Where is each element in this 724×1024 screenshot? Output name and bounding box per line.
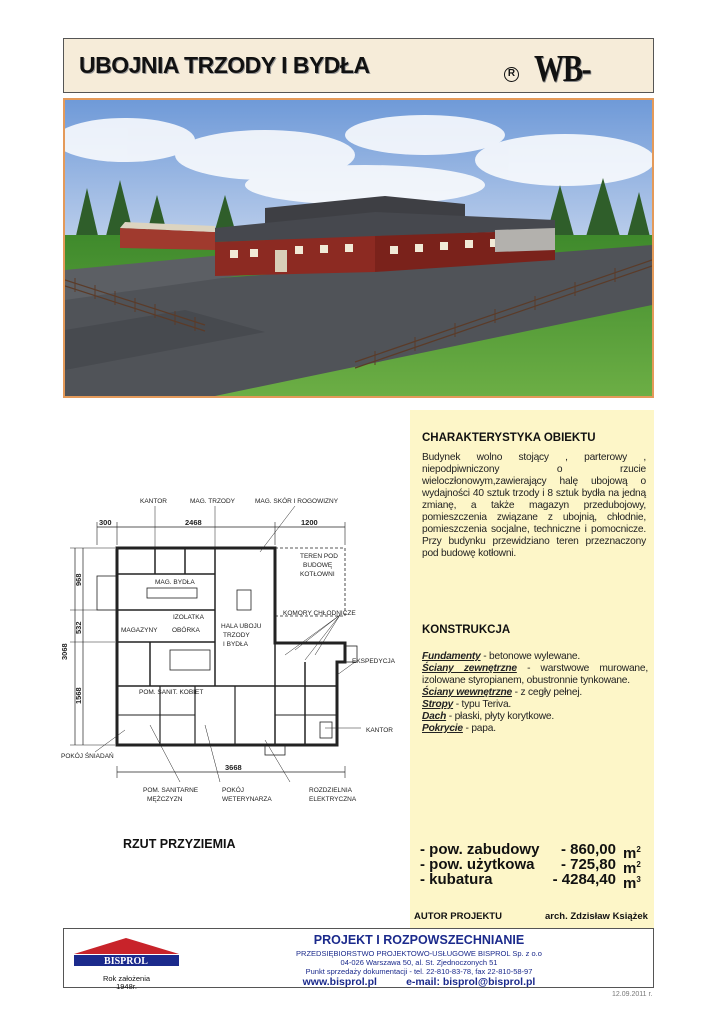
company-name: PRZEDSIĘBIORSTWO PROJEKTOWO-USŁUGOWE BISPROL Sp. z o.o xyxy=(296,949,542,958)
title-banner xyxy=(63,38,654,93)
building-visualization xyxy=(63,98,654,398)
label-ekspedycja: EKSPEDYCJA xyxy=(352,658,395,665)
label-teren-2: BUDOWĘ xyxy=(303,562,333,569)
label-teren-1: TEREN POD xyxy=(300,553,338,560)
label-kantor-top: KANTOR xyxy=(140,498,167,505)
label-mag-bydla: MAG. BYDŁA xyxy=(155,579,195,586)
label-mag-skor: MAG. SKÓR I ROGOWIZNY xyxy=(255,498,339,505)
label-hala-1: HALA UBOJU xyxy=(221,623,262,630)
spec-row: Stropy - typu Teriva. xyxy=(422,699,512,710)
dim-3068: 3068 xyxy=(60,643,69,660)
label-rozdz-1: ROZDZIELNIA xyxy=(309,787,352,794)
spec-row: Ściany zewnętrzne - warstwowe murowane, izolowane styropianem, obustronnie tynkowane. xyxy=(422,663,648,686)
web-contact[interactable]: www.bisprol.pl e-mail: bisprol@bisprol.pl xyxy=(302,976,536,988)
label-izolatka: IZOLATKA xyxy=(173,614,204,621)
info-panel xyxy=(410,410,654,930)
dim-1568: 1568 xyxy=(74,687,83,704)
dim-2468: 2468 xyxy=(185,518,202,527)
floor-plan xyxy=(55,490,405,825)
project-code: WB- xyxy=(534,48,590,90)
metric-usable-area: - pow. użytkowa - 725,80 $m^2$ xyxy=(420,856,641,877)
spec-row: Dach - płaski, płyty korytkowe. xyxy=(422,711,554,722)
spec-row: Fundamenty - betonowe wylewane. xyxy=(422,651,581,662)
label-oborka: OBÓRKA xyxy=(172,627,200,634)
dim-3668: 3668 xyxy=(225,763,242,772)
label-teren-3: KOTŁOWNI xyxy=(300,571,335,578)
label-pokoj-wet-1: POKÓJ xyxy=(222,787,245,794)
logo-text: BISPROL xyxy=(104,956,148,967)
spec-row: Ściany wewnętrzne - z cegły pełnej. xyxy=(422,687,583,698)
sales-contact: Punkt sprzedaży dokumentacji - tel. 22-810-83-78, fax 22-810-58-97 xyxy=(305,967,533,976)
spec-row: Pokrycie - papa. xyxy=(422,723,496,734)
construction-list xyxy=(422,651,648,735)
floor-plan-title: RZUT PRZYZIEMIA xyxy=(123,837,236,851)
date-stamp: 12.09.2011 r. xyxy=(612,991,653,998)
label-komory: KOMORY CHŁODNICZE xyxy=(283,610,356,617)
characteristics-heading: CHARAKTERYSTYKA OBIEKTU xyxy=(422,432,596,444)
publisher-title: PROJEKT I ROZPOWSZECHNIANIE xyxy=(313,933,525,947)
metric-volume: - kubatura - 4284,40 $m^3$ xyxy=(420,871,641,892)
author-label: AUTOR PROJEKTU xyxy=(414,911,502,922)
label-pom-sanit-1: POM. SANITARNE xyxy=(143,787,199,794)
dim-968: 968 xyxy=(74,573,83,586)
label-pom-sanit-kobiet: POM. SANIT. KOBIET xyxy=(139,689,204,696)
construction-heading: KONSTRUKCJA xyxy=(422,624,511,636)
dim-1200: 1200 xyxy=(301,518,318,527)
label-hala-2: TRZODY xyxy=(223,632,250,639)
label-pokoj-wet-2: WETERYNARZA xyxy=(222,796,272,803)
label-rozdz-2: ELEKTRYCZNA xyxy=(309,796,357,803)
founded-note: Rok założenia 1948r. xyxy=(102,974,151,991)
label-mag-trzody: MAG. TRZODY xyxy=(190,498,236,505)
registered-mark: R xyxy=(504,67,519,82)
logo-roof-icon xyxy=(69,934,184,974)
label-hala-3: I BYDŁA xyxy=(223,641,248,648)
metric-built-area: - pow. zabudowy - 860,00 $m^2$ xyxy=(420,841,641,862)
author-name: arch. Zdzisław Książek xyxy=(545,911,648,922)
characteristics-text: Budynek wolno stojący , parterowy , niepodpiwniczony o rzucie wieloczłonowym,zawierający halę ubojową o wydajności 40 sztuk trzody i 8 sztuk bydła na jedną zmianę, a także magazyn przedubojowy, pomieszczenia związane z ubojnią, chłodnie, pomieszczenia socjalne, techniczne i pomocnicze. Przy budynku przewidziano teren przeznaczony pod budowę kotłowni. xyxy=(422,452,646,559)
label-kantor-bottom: KANTOR xyxy=(366,727,393,734)
area-metrics xyxy=(420,841,650,892)
bisprol-logo xyxy=(69,934,184,991)
label-pokoj-sniadan: POKÓJ ŚNIADAŃ xyxy=(61,753,114,760)
label-pom-sanit-2: MĘŻCZYZN xyxy=(147,796,183,803)
publisher-footer xyxy=(63,928,654,991)
company-address: 04-026 Warszawa 50, al. St. Zjednoczonych 51 xyxy=(340,958,498,967)
building-render-image xyxy=(65,100,652,396)
dim-300: 300 xyxy=(99,518,112,527)
label-magazyny: MAGAZYNY xyxy=(121,627,158,634)
dim-532: 532 xyxy=(74,621,83,634)
project-title: UBOJNIA TRZODY I BYDŁA xyxy=(79,52,370,78)
